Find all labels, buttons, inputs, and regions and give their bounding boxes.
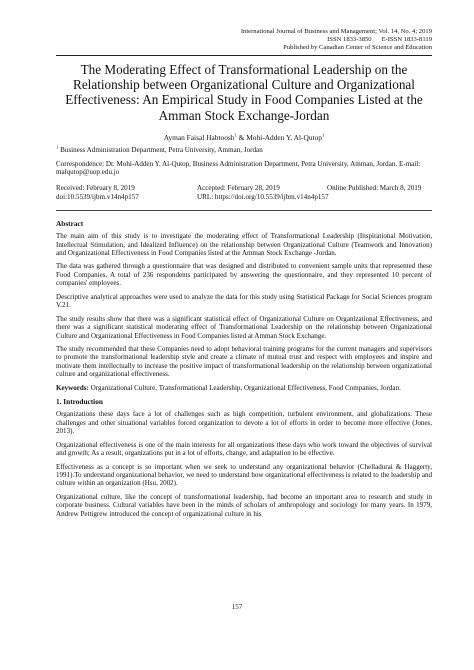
dates-row [56, 184, 432, 193]
section-rule [56, 210, 432, 211]
doi[interactable]: doi:10.5539/ijbm.v14n4p157 [56, 193, 139, 202]
page-number: 157 [231, 603, 243, 611]
journal-name: International Journal of Business and Management; Vol. 14, No. 4; 2019 [240, 28, 432, 35]
intro-paragraph-2: Organizational effectiveness is one of the main interests for all organizations these days who work toward the objectives of survival and growth; As a result, organizations put in a lot of efforts, change, and adaptation to be effective. [56, 440, 432, 458]
doi-row [56, 193, 432, 202]
intro-paragraph-4: Organizational culture, like the concept of transformational leadership, had become an important area to research and study in corporate business. Cultural variables have been in the minds of scholars of anthropology and sociology for many years. In 1979, Andrew Pettigrew introduced the concept of organizational culture in his [56, 492, 432, 518]
journal-header [56, 28, 432, 53]
abstract-heading: Abstract [56, 219, 84, 229]
affiliation-mark: 1 [56, 144, 59, 150]
intro-paragraph-1: Organizations these days face a lot of challenges such as high competition, turbulent environment, and globalizations. These challenges and other situational variables forced organization to devote a lot of efforts in order to become more effective (Jones, 2013). [56, 410, 432, 436]
affiliation [56, 146, 432, 154]
received-date: Received: February 8, 2019 [56, 184, 135, 193]
affiliation-text: Business Administration Department, Petra University, Amman, Jordan [58, 146, 263, 155]
doi-url[interactable]: URL: https://doi.org/10.5539/ijbm.v14n4p157 [197, 193, 329, 202]
keywords [56, 384, 432, 392]
author-1: Ayman Faisal Habtoosh [163, 133, 235, 143]
abstract-paragraph-4: The study results show that there was a significant statistical effect of Organizational Culture on Organizational Effectiveness, and there was a significant statistical moderating effect of Transformational Leadership on the relationship between Organizational Culture and Organizational Effectiveness in Food Companies listed at Amman Stock Exchange. [56, 314, 432, 340]
keywords-label: Keywords: [56, 383, 89, 392]
author-line [56, 133, 432, 142]
abstract-paragraph-5: The study recommended that these Companies need to adopt behavioral training programs for the current managers and supervisors to promote the transformational leadership style and create a climate of mutual trust and respect with employees and inspire and motivate them intellectually to increase the positive impact of transformational leadership on the relationship between organizational culture and organizational effectiveness. [56, 345, 432, 379]
correspondence: Correspondence: Dr. Mohi-Adden Y. Al-Qutop, Business Administration Department, Petra University, Amman, Jordan. E-mail: malqutop@uop.edu.jo [56, 159, 421, 177]
abstract-paragraph-1: The main aim of this study is to investigate the moderating effect of Transformational Leadership (Inspirational Motivation, Intellectual Stimulation, and Idealized Influence) on the relationship between Organizational Culture (Teamwork and Innovation) and Organizational Effectiveness in Food Companies listed at the Amman Stock Exchange -Jordan. [56, 232, 432, 257]
paper-title: The Moderating Effect of Transformational Leadership on the Relationship between Organizational Culture and Organizational Effectiveness: An Empirical Study in Food Companies Listed at the Amman Stock Exchange-Jordan [65, 61, 423, 123]
abstract-paragraph-3: Descriptive analytical approaches were used to analyze the data for this study using Statistical Package for Social Sciences program V.21. [56, 292, 432, 310]
accepted-date: Accepted: February 28, 2019 [197, 184, 280, 193]
author-2-affil-mark: 1 [321, 132, 325, 138]
keywords-text: Organizational Culture, Transformational Leadership, Organizational Effectiveness, Food Companies, Jordan. [88, 383, 401, 392]
journal-issn: ISSN 1833-3850 E-ISSN 1833-8119 [327, 36, 432, 44]
author-2: & Mohi-Adden Y. Al-Qutop [236, 133, 322, 143]
journal-publisher: Published by Canadian Center of Science and Education [283, 44, 432, 52]
intro-paragraph-3: Effectiveness as a concept is so important when we seek to understand any organizational behavior (Chelladurai & Haggerty, 1991).To understand organizational behavior, we need to understand how organizational effectiveness is related to the leadership and culture within an organization (Hsu, 2002). [56, 462, 432, 488]
author-1-affil-mark: 1 [234, 132, 237, 138]
header-rule [56, 55, 432, 56]
introduction-heading: 1. Introduction [56, 397, 103, 407]
abstract-paragraph-2: The data was gathered through a questionnaire that was designed and distributed to convenient sample units that represented these Food Companies. A total of 236 respondents participated by answering the questionnaire, and they represented 10 percent of companies' employees. [56, 262, 432, 288]
published-date: Online Published: March 8, 2019 [327, 184, 422, 193]
